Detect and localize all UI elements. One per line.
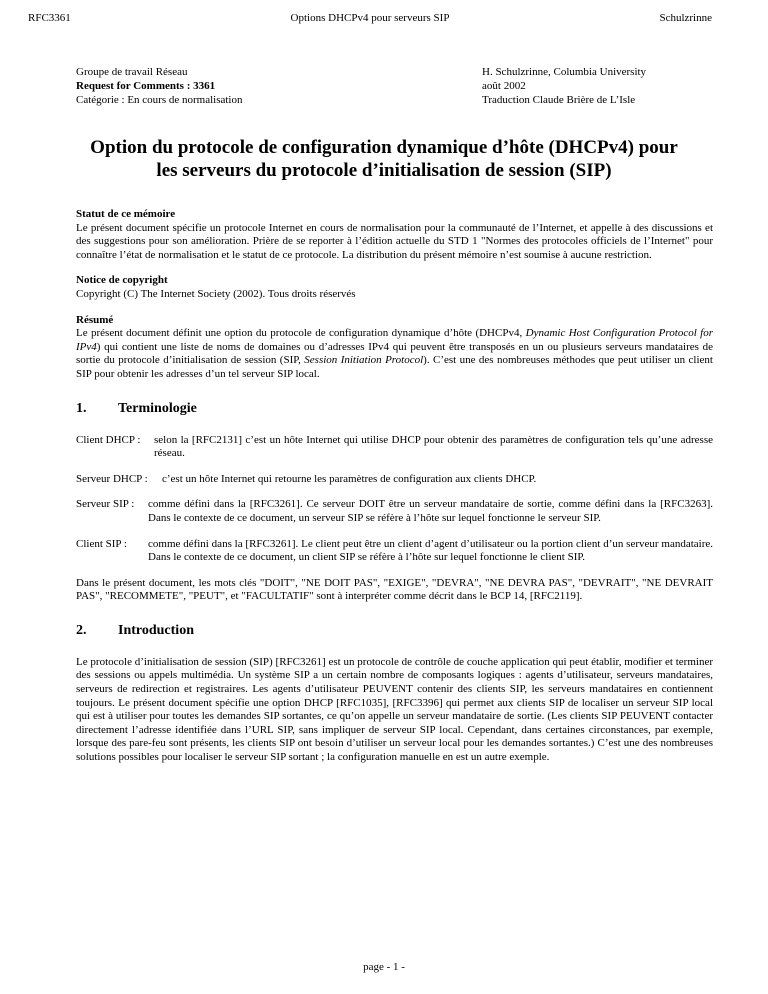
author-affiliation: H. Schulzrinne, Columbia University <box>482 66 647 78</box>
definition-desc: comme défini dans la [RFC3261]. Le client peut être un client d’agent d’utilisateur ou la portion client d’un serveur mandataire. Dans le contexte de ce document, un client SIP se réfère à l’hôte sur lequel fonctionne le client SIP. <box>148 537 713 564</box>
abstract-italic-2: Session Initiation Protocol <box>304 354 424 367</box>
keywords-paragraph: Dans le présent document, les mots clés "DOIT", "NE DOIT PAS", "EXIGE", "DEVRA", "NE DEVRA PAS", "DEVRAIT", "NE DEVRAIT PAS", "RECOMMETE", "PEUT", et "FACULTATIF" sont à interpréter comme décrit dans le BCP 14, [RFC2119]. <box>76 576 713 603</box>
status-text: Le présent document spécifie un protocole Internet en cours de normalisation pour la communauté de l’Internet, et appelle à des discussions et des suggestions pour son amélioration. Prière de se reporter à l’édition actuelle du STD 1 "Normes des protocoles officiels de l’Internet" pour connaître l’état de normalisation et le statut de ce protocole. La distribution du présent mémoire n’est soumise à aucune restriction. <box>76 221 713 261</box>
rfc-number: Request for Comments : 3361 <box>76 80 216 92</box>
metadata-left <box>76 65 242 107</box>
abstract-text <box>76 327 713 381</box>
definition-desc: comme défini dans la [RFC3261]. Ce serveur DOIT être un serveur mandataire de sortie, comme défini dans la [RFC3263]. Dans le contexte de ce document, un serveur SIP se réfère à l’hôte sur lequel fonctionne le serveur SIP. <box>148 498 713 524</box>
definition-dhcp-server <box>76 473 713 487</box>
working-group: Groupe de travail Réseau <box>76 66 188 78</box>
section-1-heading <box>76 402 713 420</box>
definition-sip-server <box>76 498 713 525</box>
introduction-paragraph: Le protocole d’initialisation de session (SIP) [RFC3261] est un protocole de contrôle de couche application qui peut établir, modifier et terminer des sessions ou appels multimédia. Un système SIP a un certain nombre de composants logiques : agents d’utilisateur, serveurs mandataires, serveurs de redirection et registraires. Les agents d’utilisateur PEUVENT contenir des clients SIP, les serveurs mandataires en contiennent toujours. Le présent document spécifie une option DHCP [RFC1035], [RFC3396] qui permet aux clients SIP de localiser un serveur SIP local qui est à utiliser pour toutes les demandes SIP sortantes, ce qu’on appelle un serveur mandataire de sortie. (Les clients SIP PEUVENT contacter directement l’adresse identifiée dans l’URL SIP, sans impliquer de serveur SIP local. Cependant, dans certaines circonstances, par exemple, lorsque des pare-feu sont présents, les clients SIP ont besoin d’utiliser un serveur local pour les demandes sortantes.) C’est une des nombreuses solutions possibles pour localiser le serveur SIP sortant ; la configuration manuelle en est un autre exemple. <box>76 655 713 764</box>
section-2-title: Introduction <box>118 622 194 638</box>
title-line-2: les serveurs du protocole d’initialisation de session (SIP) <box>156 160 612 181</box>
header-short-title: Options DHCPv4 pour serveurs SIP <box>290 12 450 24</box>
copyright-section <box>76 274 713 301</box>
section-1-title: Terminologie <box>118 400 197 416</box>
definition-desc: c’est un hôte Internet qui retourne les paramètres de configuration aux clients DHCP. <box>162 472 537 485</box>
abstract-part-3: ). C’est une des nombreuses méthodes que peut utiliser un client SIP pour obtenir les adresses d’un tel serveur SIP local. <box>76 354 713 380</box>
definition-term: Client DHCP : <box>76 433 141 446</box>
definition-term: Serveur DHCP : <box>76 472 148 485</box>
title-line-1: Option du protocole de configuration dynamique d’hôte (DHCPv4) pour <box>90 137 678 158</box>
section-2-number: 2. <box>76 622 87 638</box>
abstract-heading: Résumé <box>76 313 114 326</box>
running-header <box>28 12 712 28</box>
copyright-text: Copyright (C) The Internet Society (2002). Tous droits réservés <box>76 287 356 300</box>
definition-term: Client SIP : <box>76 537 127 550</box>
header-author: Schulzrinne <box>659 12 712 24</box>
status-heading: Statut de ce mémoire <box>76 208 176 220</box>
definition-dhcp-client <box>76 434 713 461</box>
metadata-right <box>482 65 646 107</box>
section-1-number: 1. <box>76 400 87 416</box>
copyright-heading: Notice de copyright <box>76 274 168 287</box>
definition-desc: selon la [RFC2131] c’est un hôte Internet qui utilise DHCP pour obtenir des paramètres de configuration tels qu’une adresse réseau. <box>154 433 713 460</box>
abstract-italic-1: Dynamic Host Configuration Protocol for IPv4 <box>76 327 713 353</box>
document-title <box>40 136 728 182</box>
definition-term: Serveur SIP : <box>76 498 135 511</box>
abstract-part-2: ) qui contient une liste de noms de domaines ou d’adresses IPv4 qui peuvent être transposés en un ou plusieurs serveurs mandataires de sortie du protocole d’initialisation de session (SIP, <box>76 340 713 367</box>
page-number: page - 1 - <box>363 961 405 973</box>
document-body <box>76 208 713 765</box>
publication-date: août 2002 <box>482 80 526 92</box>
header-rfc-number: RFC3361 <box>28 12 71 24</box>
abstract-section <box>76 314 713 382</box>
section-2-heading <box>76 624 713 642</box>
category: Catégorie : En cours de normalisation <box>76 94 243 106</box>
definition-sip-client <box>76 538 713 565</box>
translator: Traduction Claude Brière de L’Isle <box>482 94 636 106</box>
status-section <box>76 208 713 262</box>
abstract-part-1: Le présent document définit une option du protocole de configuration dynamique d’hôte (DHCPv4, <box>76 327 526 340</box>
